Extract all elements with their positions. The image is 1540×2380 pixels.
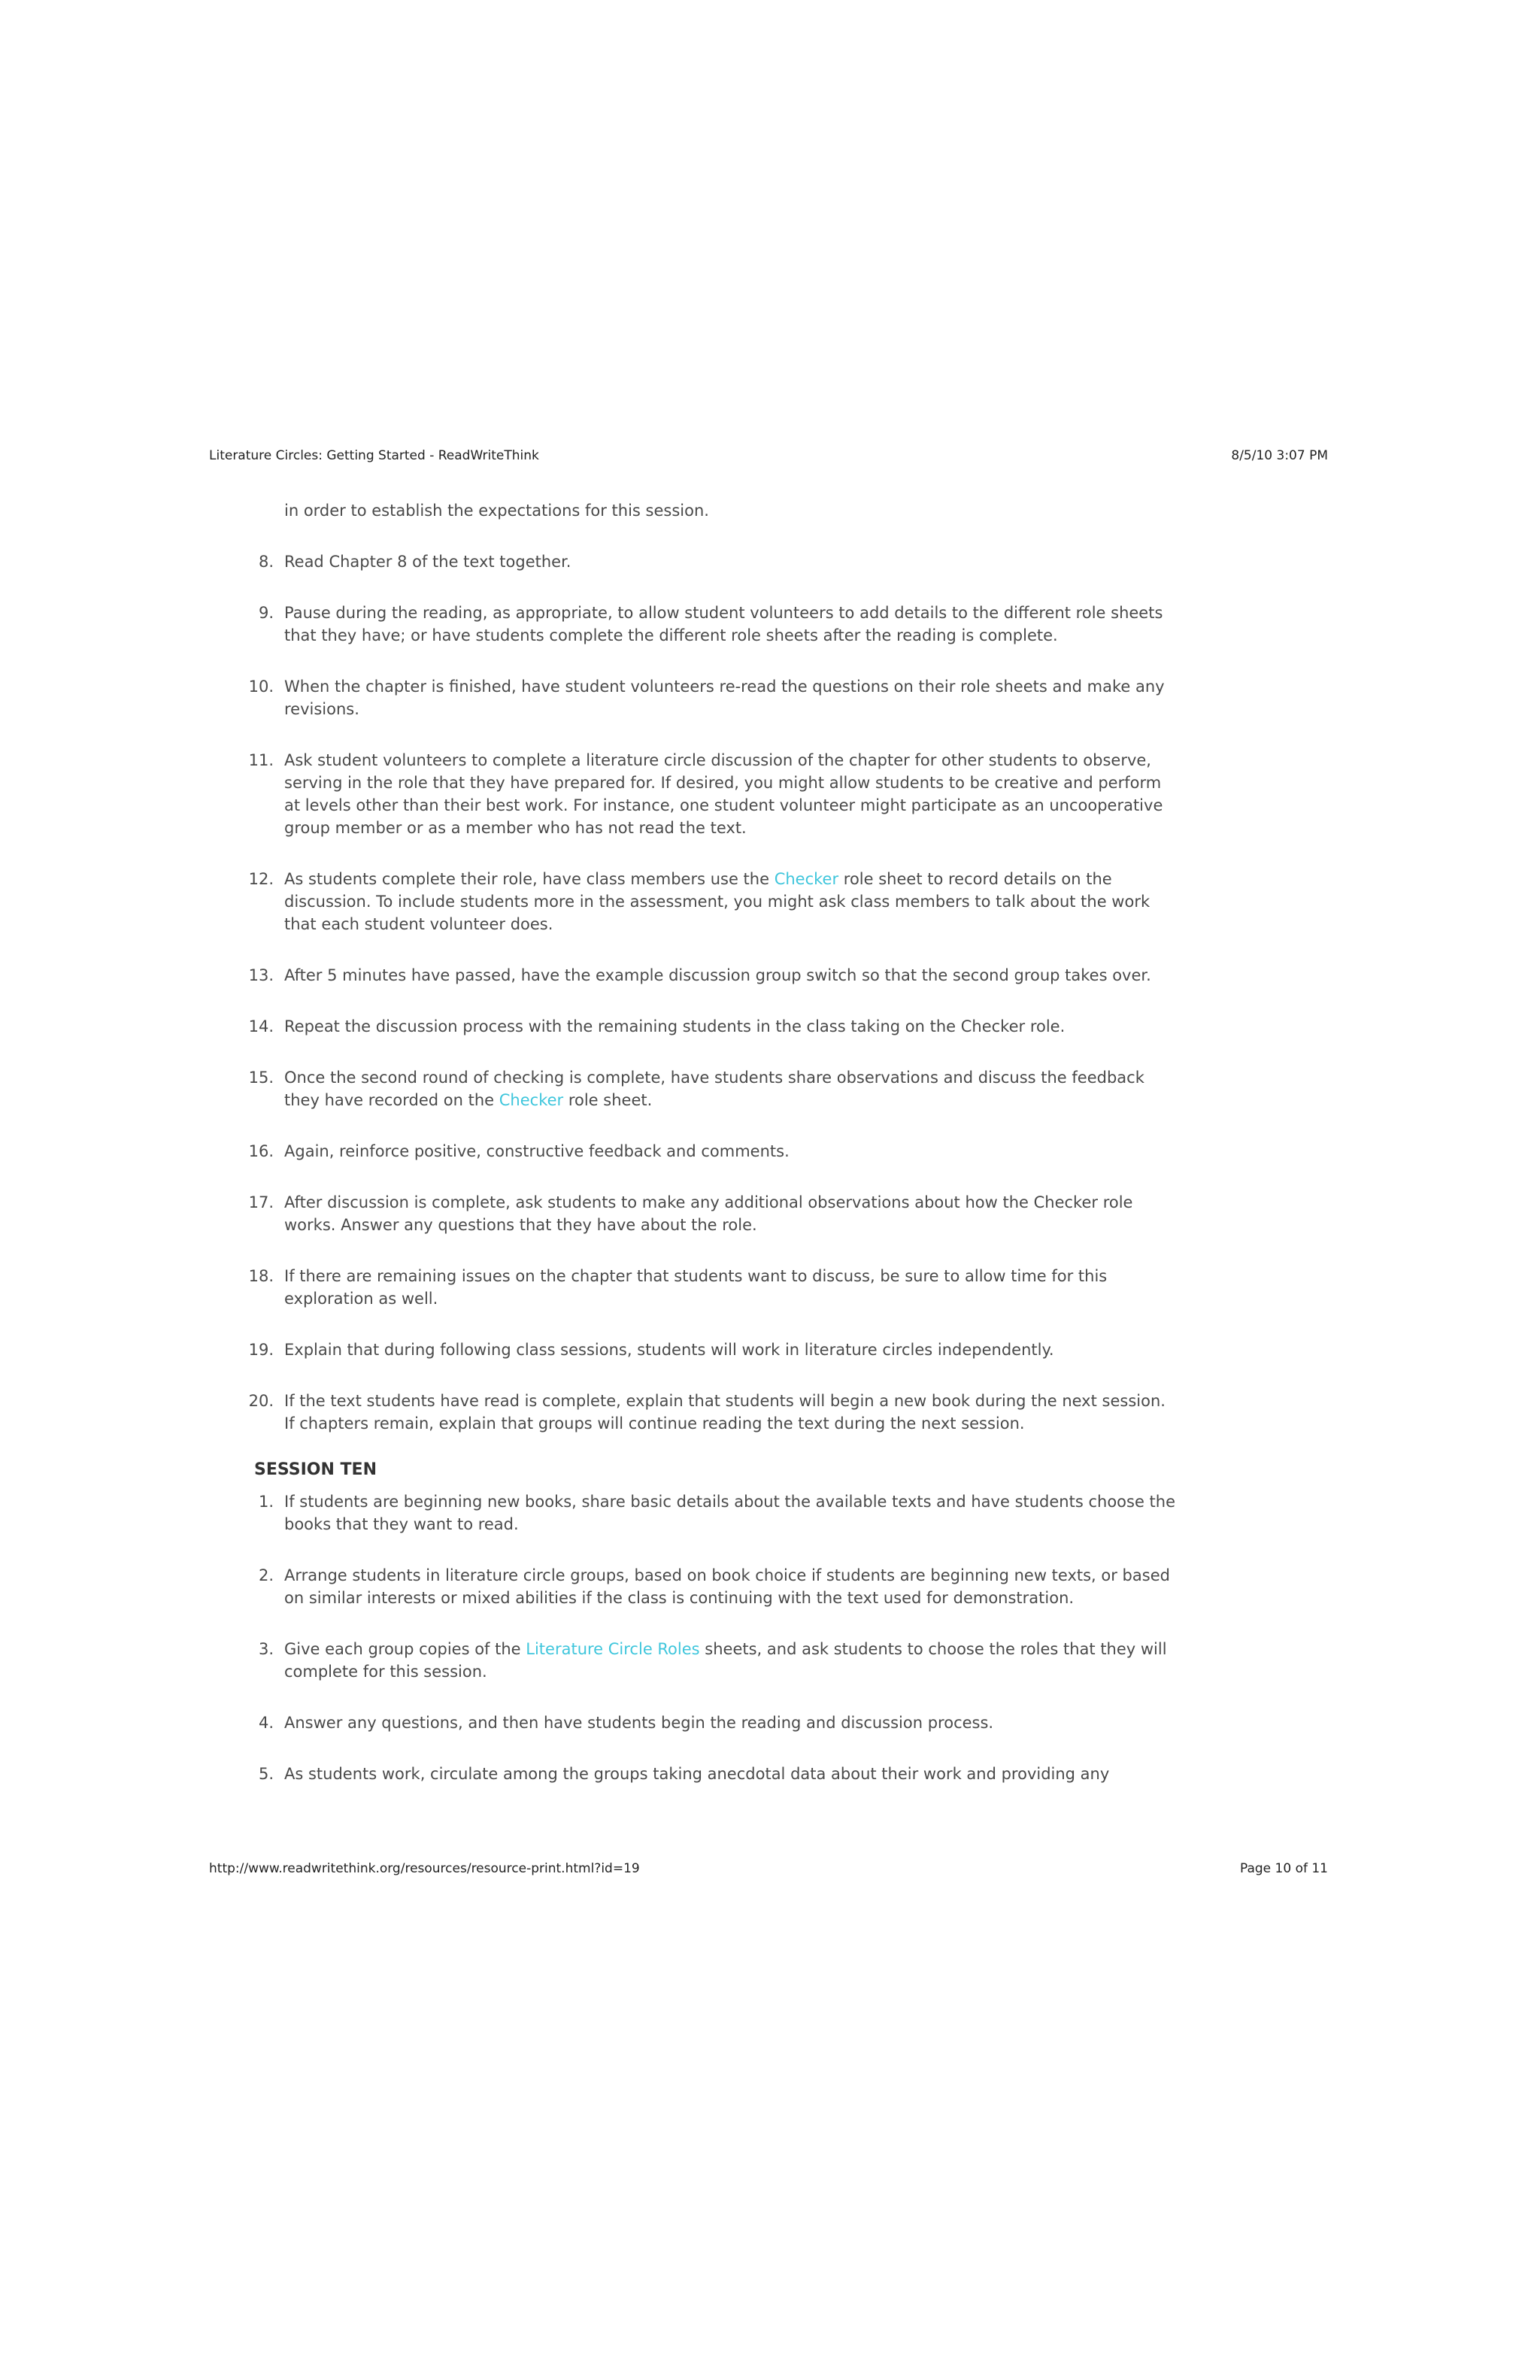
list-item (209, 1191, 1179, 1236)
list-item (209, 1564, 1179, 1609)
list-item (209, 1763, 1179, 1785)
checker-link[interactable]: Checker (499, 1091, 564, 1109)
list-item (209, 1490, 1179, 1536)
list-number: 2. (258, 1566, 274, 1584)
checker-link[interactable]: Checker (774, 870, 839, 888)
list-text-after-link: sheets, and ask students to choose the roles that they will complete for this session. (284, 1640, 1167, 1681)
list-number: 11. (248, 751, 274, 769)
list-text-before-link: As students complete their role, have class members use the (284, 870, 775, 888)
list-number: 17. (248, 1193, 274, 1211)
list-number: 12. (248, 870, 274, 888)
list-text: If there are remaining issues on the chapter that students want to discuss, be sure to allow time for this exploration as well. (284, 1267, 1108, 1308)
list-number: 20. (248, 1392, 274, 1410)
list-text-after-link: role sheet. (563, 1091, 653, 1109)
page-header-datetime: 8/5/10 3:07 PM (1231, 448, 1328, 463)
list-item (209, 1265, 1179, 1310)
list-item (209, 675, 1179, 720)
list-number: 15. (248, 1069, 274, 1087)
list-item (209, 550, 1179, 573)
page-header-title: Literature Circles: Getting Started - ReadWriteThink (209, 448, 539, 463)
list-item (209, 868, 1179, 935)
list-number: 16. (248, 1142, 274, 1160)
list-number: 8. (258, 553, 274, 571)
list-item (209, 1140, 1179, 1163)
list-item (209, 1339, 1179, 1361)
literature-circle-roles-link[interactable]: Literature Circle Roles (526, 1640, 700, 1658)
list-text: Arrange students in literature circle groups, based on book choice if students are beginning new texts, or based on similar interests or mixed abilities if the class is continuing with the text used for demonstration. (284, 1566, 1170, 1607)
page-footer-url: http://www.readwritethink.org/resources/resource-print.html?id=19 (209, 1861, 640, 1876)
list-text: Ask student volunteers to complete a literature circle discussion of the chapter for other students to observe, serving in the role that they have prepared for. If desired, you might allow students to be creative and perform at levels other than their best work. For instance, one student volunteer might participate as an uncooperative group member or as a member who has not read the text. (284, 751, 1163, 837)
list-text: Again, reinforce positive, constructive feedback and comments. (284, 1142, 790, 1160)
list-text: After discussion is complete, ask students to make any additional observations about how the Checker role works. Answer any questions that they have about the role. (284, 1193, 1133, 1234)
list-text: When the chapter is finished, have student volunteers re-read the questions on their role sheets and make any revisions. (284, 678, 1165, 718)
section-heading: SESSION TEN (254, 1460, 377, 1479)
list-number: 14. (248, 1017, 274, 1035)
list-item (209, 1066, 1179, 1111)
list-text-before-link: Give each group copies of the (284, 1640, 526, 1658)
list-text: Read Chapter 8 of the text together. (284, 553, 571, 571)
list-number: 13. (248, 966, 274, 984)
list-item (209, 1015, 1179, 1038)
document-body (209, 499, 1179, 1814)
list-item (209, 749, 1179, 839)
list-item (209, 1638, 1179, 1683)
list-number: 9. (258, 604, 274, 622)
list-text: As students work, circulate among the groups taking anecdotal data about their work and providing any (284, 1765, 1110, 1783)
list-text-before-link: Once the second round of checking is complete, have students share observations and discuss the feedback they have recorded on the (284, 1069, 1144, 1109)
list-item (209, 1390, 1179, 1435)
list-text: Repeat the discussion process with the remaining students in the class taking on the Checker role. (284, 1017, 1066, 1035)
list-number: 1. (258, 1493, 274, 1511)
list-text: Pause during the reading, as appropriate, to allow student volunteers to add details to the different role sheets that they have; or have students complete the different role sheets after the reading is complete. (284, 604, 1163, 644)
continued-paragraph: in order to establish the expectations for this session. (284, 502, 709, 520)
list-text: Answer any questions, and then have students begin the reading and discussion process. (284, 1714, 994, 1732)
list-number: 10. (248, 678, 274, 696)
list-text: Explain that during following class sessions, students will work in literature circles independently. (284, 1341, 1054, 1359)
list-item (209, 602, 1179, 647)
list-number: 4. (258, 1714, 274, 1732)
list-number: 3. (258, 1640, 274, 1658)
list-text-after-link: role sheet to record details on the discussion. To include students more in the assessment, you might ask class members to talk about the work that each student volunteer does. (284, 870, 1150, 933)
list-number: 18. (248, 1267, 274, 1285)
list-text: If the text students have read is complete, explain that students will begin a new book during the next session. If chapters remain, explain that groups will continue reading the text during the next session. (284, 1392, 1166, 1433)
list-text: After 5 minutes have passed, have the example discussion group switch so that the second group takes over. (284, 966, 1151, 984)
list-item (209, 1711, 1179, 1734)
list-number: 19. (248, 1341, 274, 1359)
list-text: If students are beginning new books, share basic details about the available texts and have students choose the books that they want to read. (284, 1493, 1176, 1533)
page-footer-page-number: Page 10 of 11 (1239, 1861, 1328, 1876)
list-item (209, 964, 1179, 987)
list-number: 5. (258, 1765, 274, 1783)
